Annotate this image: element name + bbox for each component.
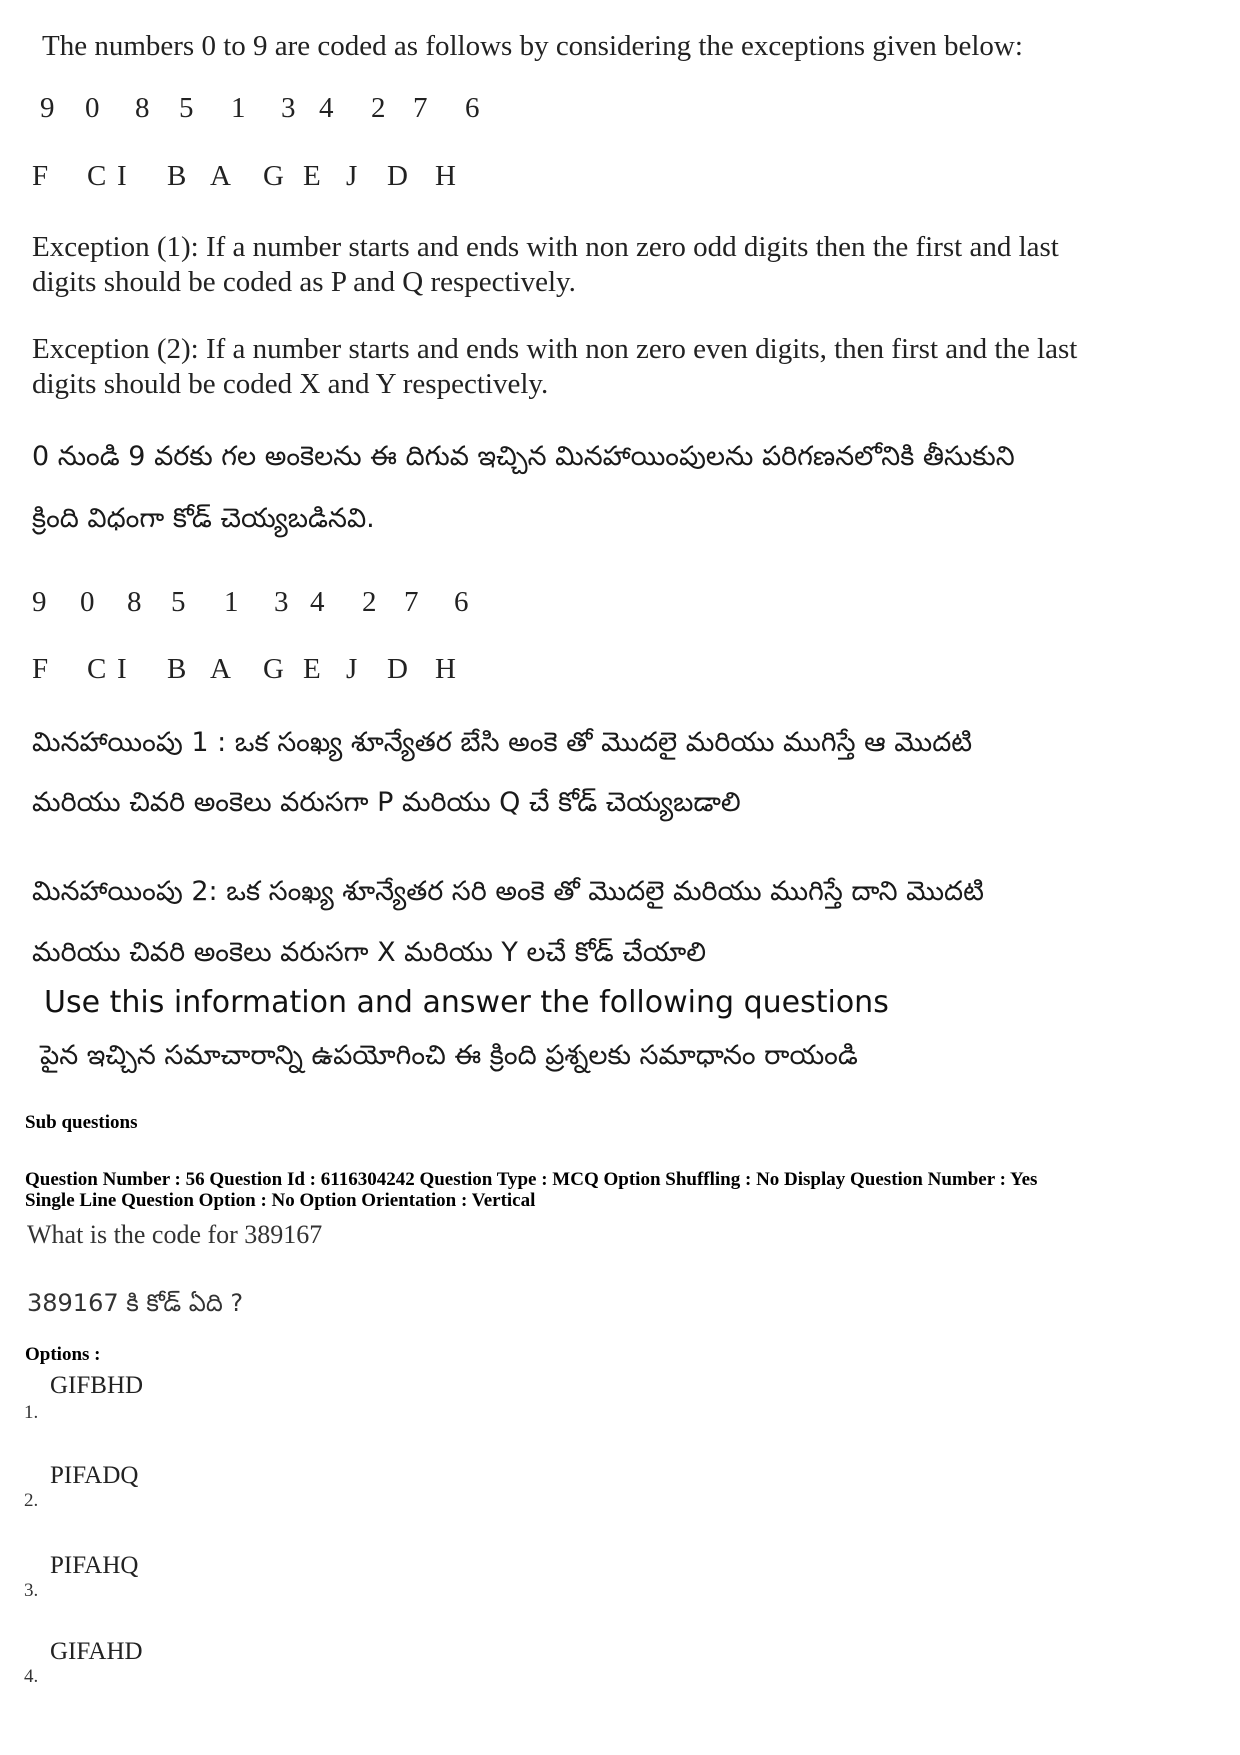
option-number: 3.: [24, 1580, 39, 1601]
options-label: Options :: [25, 1344, 101, 1365]
letter: C: [87, 160, 107, 192]
option-1[interactable]: [24, 1370, 324, 1430]
digit: 8: [135, 92, 150, 124]
digit: 3: [274, 586, 289, 618]
exception-2-line-1: Exception (2): If a number starts and ends with non zero even digits, then first and the last: [32, 333, 1078, 365]
letter: H: [435, 160, 456, 192]
exception-2-line-2: digits should be coded X and Y respectively.: [32, 368, 549, 400]
option-number: 1.: [24, 1402, 39, 1423]
option-number: 4.: [24, 1666, 39, 1687]
question-meta-line-2: Single Line Question Option : No Option Orientation : Vertical: [25, 1190, 536, 1211]
telugu-exception-1-line-1: మినహాయింపు 1 : ఒక సంఖ్య శూన్యేతర బేసి అంకె తో మొదలై మరియు ముగిస్తే ఆ మొదటి: [32, 727, 973, 758]
telugu-intro-line-2: క్రింది విధంగా కోడ్ చెయ్యబడినవి.: [32, 503, 375, 534]
digit: 4: [310, 586, 325, 618]
digit: 0: [80, 586, 95, 618]
letter: G: [263, 160, 284, 192]
use-info-text: Use this information and answer the following questions: [44, 985, 889, 1020]
telugu-use-info-text: పైన ఇచ్చిన సమాచారాన్ని ఉపయోగించి ఈ క్రింది ప్రశ్నలకు సమాధానం రాయండి: [40, 1040, 858, 1071]
letter: J: [346, 160, 358, 192]
letter: A: [210, 653, 231, 685]
letter: A: [210, 160, 231, 192]
digit: 8: [127, 586, 142, 618]
letter-row-2: [32, 653, 465, 686]
option-2[interactable]: [24, 1460, 324, 1520]
letter: I: [117, 160, 127, 192]
option-text: PIFADQ: [50, 1462, 139, 1489]
letter: B: [167, 160, 187, 192]
option-text: GIFBHD: [50, 1372, 144, 1399]
letter: G: [263, 653, 284, 685]
option-4[interactable]: [24, 1636, 324, 1696]
option-3[interactable]: [24, 1550, 324, 1610]
letter: D: [387, 160, 408, 192]
telugu-exception-2-line-1: మినహాయింపు 2: ఒక సంఖ్య శూన్యేతర సరి అంకె తో మొదలై మరియు ముగిస్తే దాని మొదటి: [32, 876, 984, 907]
digit: 9: [40, 92, 55, 124]
telugu-exception-1-line-2: మరియు చివరి అంకెలు వరుసగా P మరియు Q చే కోడ్ చెయ్యబడాలి: [32, 787, 741, 818]
digit-row-1: [40, 92, 495, 125]
digit: 0: [85, 92, 100, 124]
question-text-te: 389167 కి కోడ్ ఏది ?: [27, 1289, 244, 1317]
digit: 5: [179, 92, 194, 124]
letter: F: [32, 653, 49, 685]
sub-questions-heading: Sub questions: [25, 1112, 138, 1133]
digit: 2: [362, 586, 377, 618]
digit: 3: [281, 92, 296, 124]
letter: E: [303, 653, 321, 685]
letter: I: [117, 653, 127, 685]
digit-row-2: [32, 586, 484, 619]
option-number: 2.: [24, 1490, 39, 1511]
letter: C: [87, 653, 107, 685]
letter: D: [387, 653, 408, 685]
digit: 2: [371, 92, 386, 124]
letter: B: [167, 653, 187, 685]
exception-1-line-1: Exception (1): If a number starts and ends with non zero odd digits then the first and last: [32, 231, 1059, 263]
letter: H: [435, 653, 456, 685]
intro-text: The numbers 0 to 9 are coded as follows by considering the exceptions given below:: [42, 30, 1023, 62]
digit: 4: [319, 92, 334, 124]
digit: 7: [413, 92, 428, 124]
digit: 9: [32, 586, 47, 618]
telugu-intro-line-1: 0 నుండి 9 వరకు గల అంకెలను ఈ దిగువ ఇచ్చిన మినహాయింపులను పరిగణనలోనికి తీసుకుని: [32, 441, 1015, 472]
digit: 6: [465, 92, 480, 124]
letter-row-1: [32, 160, 465, 193]
exception-1-line-2: digits should be coded as P and Q respectively.: [32, 266, 576, 298]
option-text: GIFAHD: [50, 1638, 143, 1665]
letter: J: [346, 653, 358, 685]
digit: 1: [231, 92, 246, 124]
letter: E: [303, 160, 321, 192]
question-text-en: What is the code for 389167: [27, 1220, 323, 1249]
letter: F: [32, 160, 49, 192]
digit: 1: [224, 586, 239, 618]
digit: 6: [454, 586, 469, 618]
digit: 5: [171, 586, 186, 618]
question-meta-line-1: Question Number : 56 Question Id : 6116304242 Question Type : MCQ Option Shuffling : No Display Question Number : Yes: [25, 1169, 1038, 1190]
option-text: PIFAHQ: [50, 1552, 139, 1579]
telugu-exception-2-line-2: మరియు చివరి అంకెలు వరుసగా X మరియు Y లచే కోడ్ చేయాలి: [32, 937, 707, 968]
digit: 7: [404, 586, 419, 618]
